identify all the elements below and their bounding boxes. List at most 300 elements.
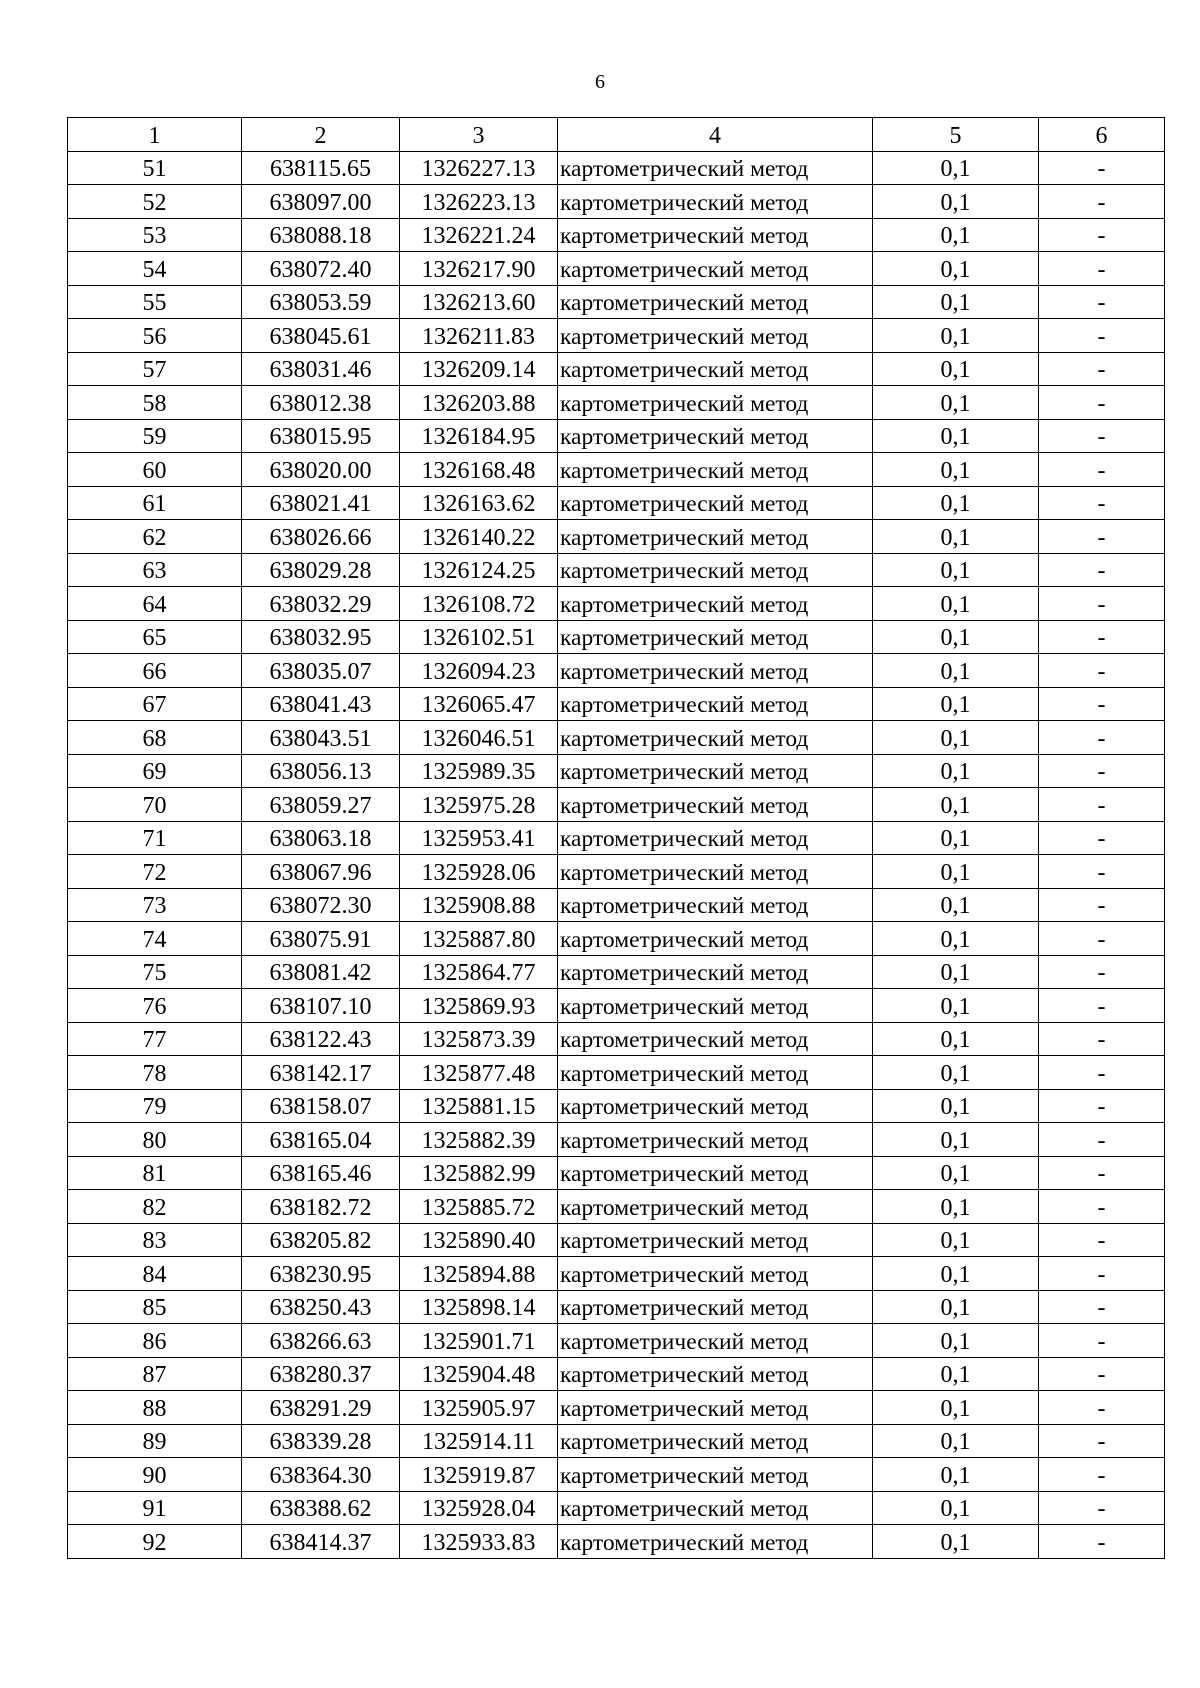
table-row <box>68 285 1165 319</box>
accuracy-cell: 0,1 <box>873 1491 1039 1525</box>
table-row <box>68 252 1165 286</box>
method-cell: картометрический метод <box>558 955 873 989</box>
point-number-cell: 73 <box>68 888 242 922</box>
note-cell: - <box>1039 1458 1165 1492</box>
y-coordinate-cell: 1325881.15 <box>400 1089 558 1123</box>
point-number-cell: 88 <box>68 1391 242 1425</box>
accuracy-cell: 0,1 <box>873 285 1039 319</box>
point-number-cell: 72 <box>68 855 242 889</box>
table-row <box>68 218 1165 252</box>
table-row <box>68 754 1165 788</box>
coordinates-table <box>67 117 1165 1559</box>
y-coordinate-cell: 1325975.28 <box>400 788 558 822</box>
x-coordinate-cell: 638165.46 <box>242 1156 400 1190</box>
y-coordinate-cell: 1325869.93 <box>400 989 558 1023</box>
note-cell: - <box>1039 252 1165 286</box>
column-header-2: 2 <box>242 118 400 152</box>
x-coordinate-cell: 638032.29 <box>242 587 400 621</box>
method-cell: картометрический метод <box>558 1223 873 1257</box>
note-cell: - <box>1039 821 1165 855</box>
table-row <box>68 1391 1165 1425</box>
table-body <box>68 151 1165 1558</box>
accuracy-cell: 0,1 <box>873 788 1039 822</box>
point-number-cell: 69 <box>68 754 242 788</box>
accuracy-cell: 0,1 <box>873 1391 1039 1425</box>
method-cell: картометрический метод <box>558 855 873 889</box>
x-coordinate-cell: 638031.46 <box>242 352 400 386</box>
method-cell: картометрический метод <box>558 520 873 554</box>
y-coordinate-cell: 1325901.71 <box>400 1324 558 1358</box>
accuracy-cell: 0,1 <box>873 486 1039 520</box>
note-cell: - <box>1039 888 1165 922</box>
note-cell: - <box>1039 285 1165 319</box>
accuracy-cell: 0,1 <box>873 855 1039 889</box>
table-row <box>68 1257 1165 1291</box>
y-coordinate-cell: 1325989.35 <box>400 754 558 788</box>
note-cell: - <box>1039 687 1165 721</box>
y-coordinate-cell: 1326124.25 <box>400 553 558 587</box>
x-coordinate-cell: 638075.91 <box>242 922 400 956</box>
table-row <box>68 989 1165 1023</box>
table-row <box>68 721 1165 755</box>
y-coordinate-cell: 1326217.90 <box>400 252 558 286</box>
y-coordinate-cell: 1325933.83 <box>400 1525 558 1559</box>
accuracy-cell: 0,1 <box>873 520 1039 554</box>
method-cell: картометрический метод <box>558 151 873 185</box>
table-row <box>68 319 1165 353</box>
x-coordinate-cell: 638059.27 <box>242 788 400 822</box>
x-coordinate-cell: 638029.28 <box>242 553 400 587</box>
note-cell: - <box>1039 1022 1165 1056</box>
method-cell: картометрический метод <box>558 721 873 755</box>
point-number-cell: 83 <box>68 1223 242 1257</box>
method-cell: картометрический метод <box>558 1022 873 1056</box>
point-number-cell: 78 <box>68 1056 242 1090</box>
x-coordinate-cell: 638072.40 <box>242 252 400 286</box>
column-header-3: 3 <box>400 118 558 152</box>
y-coordinate-cell: 1326223.13 <box>400 185 558 219</box>
table-row <box>68 185 1165 219</box>
accuracy-cell: 0,1 <box>873 989 1039 1023</box>
point-number-cell: 70 <box>68 788 242 822</box>
y-coordinate-cell: 1325908.88 <box>400 888 558 922</box>
note-cell: - <box>1039 587 1165 621</box>
accuracy-cell: 0,1 <box>873 553 1039 587</box>
column-header-4: 4 <box>558 118 873 152</box>
method-cell: картометрический метод <box>558 319 873 353</box>
accuracy-cell: 0,1 <box>873 453 1039 487</box>
point-number-cell: 54 <box>68 252 242 286</box>
point-number-cell: 76 <box>68 989 242 1023</box>
method-cell: картометрический метод <box>558 989 873 1023</box>
y-coordinate-cell: 1326221.24 <box>400 218 558 252</box>
method-cell: картометрический метод <box>558 386 873 420</box>
column-header-6: 6 <box>1039 118 1165 152</box>
x-coordinate-cell: 638158.07 <box>242 1089 400 1123</box>
accuracy-cell: 0,1 <box>873 754 1039 788</box>
x-coordinate-cell: 638045.61 <box>242 319 400 353</box>
point-number-cell: 75 <box>68 955 242 989</box>
point-number-cell: 65 <box>68 620 242 654</box>
note-cell: - <box>1039 788 1165 822</box>
x-coordinate-cell: 638205.82 <box>242 1223 400 1257</box>
page-number: 6 <box>595 71 605 93</box>
note-cell: - <box>1039 151 1165 185</box>
accuracy-cell: 0,1 <box>873 185 1039 219</box>
point-number-cell: 82 <box>68 1190 242 1224</box>
table-row <box>68 1324 1165 1358</box>
header-row <box>68 118 1165 152</box>
method-cell: картометрический метод <box>558 453 873 487</box>
note-cell: - <box>1039 1123 1165 1157</box>
point-number-cell: 63 <box>68 553 242 587</box>
method-cell: картометрический метод <box>558 419 873 453</box>
note-cell: - <box>1039 721 1165 755</box>
x-coordinate-cell: 638021.41 <box>242 486 400 520</box>
table-row <box>68 888 1165 922</box>
accuracy-cell: 0,1 <box>873 1156 1039 1190</box>
y-coordinate-cell: 1325904.48 <box>400 1357 558 1391</box>
x-coordinate-cell: 638165.04 <box>242 1123 400 1157</box>
point-number-cell: 91 <box>68 1491 242 1525</box>
note-cell: - <box>1039 218 1165 252</box>
accuracy-cell: 0,1 <box>873 1089 1039 1123</box>
point-number-cell: 67 <box>68 687 242 721</box>
x-coordinate-cell: 638107.10 <box>242 989 400 1023</box>
point-number-cell: 66 <box>68 654 242 688</box>
column-header-1: 1 <box>68 118 242 152</box>
note-cell: - <box>1039 1424 1165 1458</box>
accuracy-cell: 0,1 <box>873 721 1039 755</box>
note-cell: - <box>1039 1290 1165 1324</box>
point-number-cell: 62 <box>68 520 242 554</box>
accuracy-cell: 0,1 <box>873 1022 1039 1056</box>
table-row <box>68 788 1165 822</box>
point-number-cell: 56 <box>68 319 242 353</box>
y-coordinate-cell: 1326102.51 <box>400 620 558 654</box>
table-row <box>68 1156 1165 1190</box>
note-cell: - <box>1039 1391 1165 1425</box>
method-cell: картометрический метод <box>558 587 873 621</box>
accuracy-cell: 0,1 <box>873 151 1039 185</box>
method-cell: картометрический метод <box>558 1391 873 1425</box>
accuracy-cell: 0,1 <box>873 1458 1039 1492</box>
table-row <box>68 587 1165 621</box>
note-cell: - <box>1039 520 1165 554</box>
y-coordinate-cell: 1326163.62 <box>400 486 558 520</box>
table-row <box>68 1190 1165 1224</box>
note-cell: - <box>1039 989 1165 1023</box>
point-number-cell: 59 <box>68 419 242 453</box>
x-coordinate-cell: 638122.43 <box>242 1022 400 1056</box>
x-coordinate-cell: 638032.95 <box>242 620 400 654</box>
x-coordinate-cell: 638266.63 <box>242 1324 400 1358</box>
point-number-cell: 60 <box>68 453 242 487</box>
point-number-cell: 77 <box>68 1022 242 1056</box>
point-number-cell: 86 <box>68 1324 242 1358</box>
y-coordinate-cell: 1326065.47 <box>400 687 558 721</box>
table-row <box>68 1022 1165 1056</box>
accuracy-cell: 0,1 <box>873 218 1039 252</box>
accuracy-cell: 0,1 <box>873 654 1039 688</box>
y-coordinate-cell: 1325928.04 <box>400 1491 558 1525</box>
accuracy-cell: 0,1 <box>873 888 1039 922</box>
y-coordinate-cell: 1326203.88 <box>400 386 558 420</box>
table-row <box>68 1491 1165 1525</box>
point-number-cell: 55 <box>68 285 242 319</box>
point-number-cell: 58 <box>68 386 242 420</box>
method-cell: картометрический метод <box>558 1056 873 1090</box>
x-coordinate-cell: 638388.62 <box>242 1491 400 1525</box>
method-cell: картометрический метод <box>558 285 873 319</box>
x-coordinate-cell: 638097.00 <box>242 185 400 219</box>
method-cell: картометрический метод <box>558 821 873 855</box>
x-coordinate-cell: 638115.65 <box>242 151 400 185</box>
note-cell: - <box>1039 553 1165 587</box>
table-row <box>68 1424 1165 1458</box>
method-cell: картометрический метод <box>558 1089 873 1123</box>
table-row <box>68 1123 1165 1157</box>
table-row <box>68 620 1165 654</box>
method-cell: картометрический метод <box>558 1123 873 1157</box>
point-number-cell: 51 <box>68 151 242 185</box>
x-coordinate-cell: 638081.42 <box>242 955 400 989</box>
note-cell: - <box>1039 754 1165 788</box>
x-coordinate-cell: 638280.37 <box>242 1357 400 1391</box>
table-row <box>68 955 1165 989</box>
point-number-cell: 87 <box>68 1357 242 1391</box>
method-cell: картометрический метод <box>558 1324 873 1358</box>
method-cell: картометрический метод <box>558 1290 873 1324</box>
table-row <box>68 1357 1165 1391</box>
accuracy-cell: 0,1 <box>873 620 1039 654</box>
note-cell: - <box>1039 1491 1165 1525</box>
y-coordinate-cell: 1325885.72 <box>400 1190 558 1224</box>
y-coordinate-cell: 1326108.72 <box>400 587 558 621</box>
table-row <box>68 855 1165 889</box>
point-number-cell: 89 <box>68 1424 242 1458</box>
x-coordinate-cell: 638364.30 <box>242 1458 400 1492</box>
point-number-cell: 81 <box>68 1156 242 1190</box>
y-coordinate-cell: 1326227.13 <box>400 151 558 185</box>
note-cell: - <box>1039 1190 1165 1224</box>
x-coordinate-cell: 638072.30 <box>242 888 400 922</box>
note-cell: - <box>1039 654 1165 688</box>
method-cell: картометрический метод <box>558 1491 873 1525</box>
method-cell: картометрический метод <box>558 788 873 822</box>
y-coordinate-cell: 1325887.80 <box>400 922 558 956</box>
method-cell: картометрический метод <box>558 654 873 688</box>
column-header-5: 5 <box>873 118 1039 152</box>
note-cell: - <box>1039 1156 1165 1190</box>
note-cell: - <box>1039 620 1165 654</box>
y-coordinate-cell: 1326168.48 <box>400 453 558 487</box>
note-cell: - <box>1039 185 1165 219</box>
method-cell: картометрический метод <box>558 185 873 219</box>
table-row <box>68 654 1165 688</box>
method-cell: картометрический метод <box>558 1190 873 1224</box>
point-number-cell: 79 <box>68 1089 242 1123</box>
y-coordinate-cell: 1326140.22 <box>400 520 558 554</box>
table-row <box>68 1089 1165 1123</box>
accuracy-cell: 0,1 <box>873 1056 1039 1090</box>
y-coordinate-cell: 1325919.87 <box>400 1458 558 1492</box>
point-number-cell: 57 <box>68 352 242 386</box>
x-coordinate-cell: 638088.18 <box>242 218 400 252</box>
x-coordinate-cell: 638020.00 <box>242 453 400 487</box>
table-row <box>68 687 1165 721</box>
point-number-cell: 53 <box>68 218 242 252</box>
method-cell: картометрический метод <box>558 1424 873 1458</box>
table-row <box>68 553 1165 587</box>
point-number-cell: 71 <box>68 821 242 855</box>
x-coordinate-cell: 638041.43 <box>242 687 400 721</box>
method-cell: картометрический метод <box>558 252 873 286</box>
x-coordinate-cell: 638067.96 <box>242 855 400 889</box>
method-cell: картометрический метод <box>558 1257 873 1291</box>
accuracy-cell: 0,1 <box>873 922 1039 956</box>
table-row <box>68 486 1165 520</box>
y-coordinate-cell: 1325914.11 <box>400 1424 558 1458</box>
point-number-cell: 64 <box>68 587 242 621</box>
y-coordinate-cell: 1325905.97 <box>400 1391 558 1425</box>
note-cell: - <box>1039 1089 1165 1123</box>
accuracy-cell: 0,1 <box>873 955 1039 989</box>
table-row <box>68 1290 1165 1324</box>
point-number-cell: 68 <box>68 721 242 755</box>
method-cell: картометрический метод <box>558 922 873 956</box>
point-number-cell: 61 <box>68 486 242 520</box>
accuracy-cell: 0,1 <box>873 1324 1039 1358</box>
y-coordinate-cell: 1325894.88 <box>400 1257 558 1291</box>
accuracy-cell: 0,1 <box>873 252 1039 286</box>
accuracy-cell: 0,1 <box>873 1123 1039 1157</box>
table-row <box>68 453 1165 487</box>
y-coordinate-cell: 1325864.77 <box>400 955 558 989</box>
note-cell: - <box>1039 486 1165 520</box>
x-coordinate-cell: 638291.29 <box>242 1391 400 1425</box>
table-row <box>68 821 1165 855</box>
table-row <box>68 1458 1165 1492</box>
accuracy-cell: 0,1 <box>873 1257 1039 1291</box>
point-number-cell: 92 <box>68 1525 242 1559</box>
method-cell: картометрический метод <box>558 754 873 788</box>
method-cell: картометрический метод <box>558 1156 873 1190</box>
method-cell: картометрический метод <box>558 1357 873 1391</box>
x-coordinate-cell: 638056.13 <box>242 754 400 788</box>
y-coordinate-cell: 1325928.06 <box>400 855 558 889</box>
note-cell: - <box>1039 352 1165 386</box>
y-coordinate-cell: 1325882.39 <box>400 1123 558 1157</box>
accuracy-cell: 0,1 <box>873 821 1039 855</box>
note-cell: - <box>1039 1525 1165 1559</box>
note-cell: - <box>1039 1223 1165 1257</box>
note-cell: - <box>1039 1056 1165 1090</box>
note-cell: - <box>1039 453 1165 487</box>
note-cell: - <box>1039 855 1165 889</box>
accuracy-cell: 0,1 <box>873 1525 1039 1559</box>
method-cell: картометрический метод <box>558 888 873 922</box>
method-cell: картометрический метод <box>558 352 873 386</box>
table-row <box>68 922 1165 956</box>
note-cell: - <box>1039 386 1165 420</box>
accuracy-cell: 0,1 <box>873 1424 1039 1458</box>
accuracy-cell: 0,1 <box>873 687 1039 721</box>
note-cell: - <box>1039 1357 1165 1391</box>
y-coordinate-cell: 1326046.51 <box>400 721 558 755</box>
table-row <box>68 352 1165 386</box>
x-coordinate-cell: 638063.18 <box>242 821 400 855</box>
table-row <box>68 1223 1165 1257</box>
x-coordinate-cell: 638035.07 <box>242 654 400 688</box>
x-coordinate-cell: 638053.59 <box>242 285 400 319</box>
note-cell: - <box>1039 955 1165 989</box>
accuracy-cell: 0,1 <box>873 1190 1039 1224</box>
point-number-cell: 84 <box>68 1257 242 1291</box>
x-coordinate-cell: 638026.66 <box>242 520 400 554</box>
x-coordinate-cell: 638414.37 <box>242 1525 400 1559</box>
point-number-cell: 52 <box>68 185 242 219</box>
x-coordinate-cell: 638043.51 <box>242 721 400 755</box>
point-number-cell: 85 <box>68 1290 242 1324</box>
y-coordinate-cell: 1325877.48 <box>400 1056 558 1090</box>
table-row <box>68 1056 1165 1090</box>
method-cell: картометрический метод <box>558 620 873 654</box>
accuracy-cell: 0,1 <box>873 1223 1039 1257</box>
x-coordinate-cell: 638339.28 <box>242 1424 400 1458</box>
x-coordinate-cell: 638250.43 <box>242 1290 400 1324</box>
method-cell: картометрический метод <box>558 1525 873 1559</box>
point-number-cell: 74 <box>68 922 242 956</box>
method-cell: картометрический метод <box>558 687 873 721</box>
accuracy-cell: 0,1 <box>873 1290 1039 1324</box>
table-row <box>68 386 1165 420</box>
x-coordinate-cell: 638142.17 <box>242 1056 400 1090</box>
method-cell: картометрический метод <box>558 486 873 520</box>
accuracy-cell: 0,1 <box>873 319 1039 353</box>
point-number-cell: 80 <box>68 1123 242 1157</box>
y-coordinate-cell: 1325898.14 <box>400 1290 558 1324</box>
table-row <box>68 151 1165 185</box>
accuracy-cell: 0,1 <box>873 587 1039 621</box>
accuracy-cell: 0,1 <box>873 1357 1039 1391</box>
note-cell: - <box>1039 922 1165 956</box>
x-coordinate-cell: 638012.38 <box>242 386 400 420</box>
accuracy-cell: 0,1 <box>873 386 1039 420</box>
y-coordinate-cell: 1325953.41 <box>400 821 558 855</box>
point-number-cell: 90 <box>68 1458 242 1492</box>
method-cell: картометрический метод <box>558 553 873 587</box>
accuracy-cell: 0,1 <box>873 352 1039 386</box>
y-coordinate-cell: 1326213.60 <box>400 285 558 319</box>
note-cell: - <box>1039 1257 1165 1291</box>
table-row <box>68 419 1165 453</box>
table-row <box>68 520 1165 554</box>
note-cell: - <box>1039 319 1165 353</box>
y-coordinate-cell: 1325882.99 <box>400 1156 558 1190</box>
method-cell: картометрический метод <box>558 218 873 252</box>
note-cell: - <box>1039 419 1165 453</box>
y-coordinate-cell: 1326209.14 <box>400 352 558 386</box>
table-row <box>68 1525 1165 1559</box>
x-coordinate-cell: 638230.95 <box>242 1257 400 1291</box>
x-coordinate-cell: 638015.95 <box>242 419 400 453</box>
note-cell: - <box>1039 1324 1165 1358</box>
method-cell: картометрический метод <box>558 1458 873 1492</box>
accuracy-cell: 0,1 <box>873 419 1039 453</box>
y-coordinate-cell: 1326211.83 <box>400 319 558 353</box>
y-coordinate-cell: 1325890.40 <box>400 1223 558 1257</box>
